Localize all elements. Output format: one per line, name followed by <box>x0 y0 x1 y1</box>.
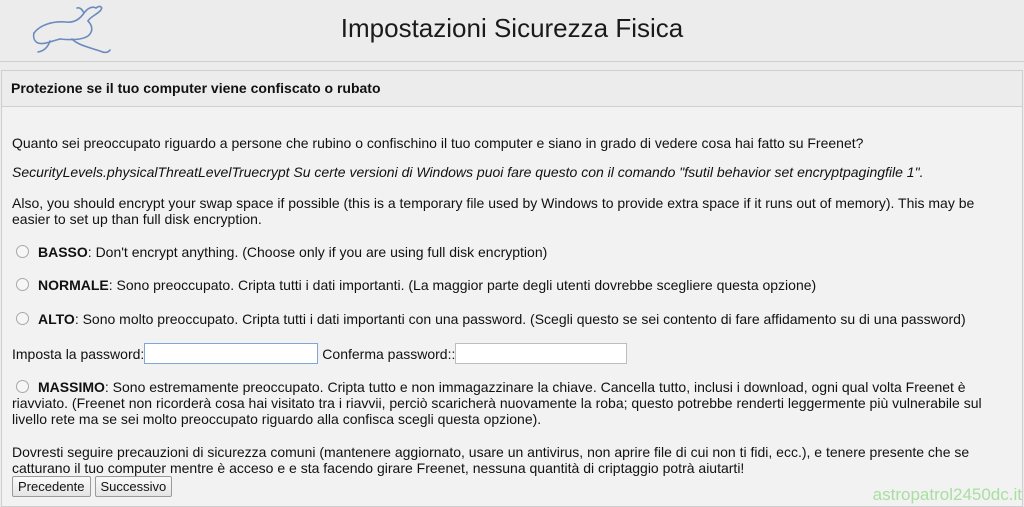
watermark-text: astropatrol2450dc.it <box>872 485 1022 504</box>
radio-massimo[interactable] <box>16 380 29 393</box>
panel-heading: Protezione se il tuo computer viene confiscato o rubato <box>2 71 1022 107</box>
threat-question: Quanto sei preoccupato riguardo a persone che rubino o confischino il tuo computer e siano in grado di vedere cosa hai fatto su Freenet? <box>12 135 864 151</box>
next-button[interactable]: Successivo <box>95 476 173 497</box>
option-massimo-text: : Sono estremamente preoccupato. Cripta tutto e non immagazzinare la chiave. Cancella tutto, inclusi i download, ogni qual volta Freenet è riavviato. (Freenet non ricorderà cosa hai visitato tra i riavvii, perciò scaricherà nuovamente la roba; questo potrebbe renderti leggermente più vulnerabile sul livello rete ma se sei molto preoccupato riguardo alla confisca scegli questa opzione). <box>12 379 982 427</box>
option-basso[interactable] <box>16 244 547 260</box>
radio-basso[interactable] <box>16 245 29 258</box>
option-massimo[interactable] <box>12 379 1016 427</box>
option-alto-label: ALTO: Sono molto preoccupato. Cripta tutti i dati importanti con una password. (Scegli questo se sei contento di fare affidamento su di una password) <box>38 311 966 327</box>
confirm-password-input[interactable] <box>455 343 627 364</box>
previous-button[interactable]: Precedente <box>12 476 91 497</box>
option-basso-label: BASSO: Don't encrypt anything. (Choose only if you are using full disk encryption) <box>38 244 548 260</box>
security-panel <box>1 70 1023 507</box>
option-massimo-key: MASSIMO <box>38 379 105 395</box>
final-note: Dovresti seguire precauzioni di sicurezza comuni (mantenere aggiornato, usare un antivirus, non aprire file di cui non ti fidi, ecc.), e tenere presente che se catturano il tuo computer mentre è acceso e e sta facendo girare Freenet, nessuna quantità di criptaggio potrà aiutarti! <box>12 444 970 476</box>
confirm-password-label: Conferma password:: <box>322 345 456 362</box>
page-header <box>0 0 1024 62</box>
nav-buttons <box>12 476 172 497</box>
option-alto[interactable] <box>16 311 966 327</box>
password-row <box>12 343 627 364</box>
radio-alto[interactable] <box>16 312 29 325</box>
password-label: Imposta la password: <box>12 345 145 362</box>
radio-normale[interactable] <box>16 278 29 291</box>
password-input[interactable] <box>144 343 318 364</box>
page-title: Impostazioni Sicurezza Fisica <box>340 13 684 43</box>
swap-note: Also, you should encrypt your swap space if possible (this is a temporary file used by Windows to provide extra space if it runs out of memory). This may be easier to set up than full disk encryption. <box>12 195 975 227</box>
truecrypt-note: SecurityLevels.physicalThreatLevelTruecrypt Su certe versioni di Windows puoi fare questo con il comando "fsutil behavior set encryptpagingfile 1". <box>12 164 924 180</box>
option-normale-label: NORMALE: Sono preoccupato. Cripta tutti i dati importanti. (La maggior parte degli utenti dovrebbe scegliere questa opzione) <box>38 277 817 293</box>
option-normale[interactable] <box>16 277 816 293</box>
